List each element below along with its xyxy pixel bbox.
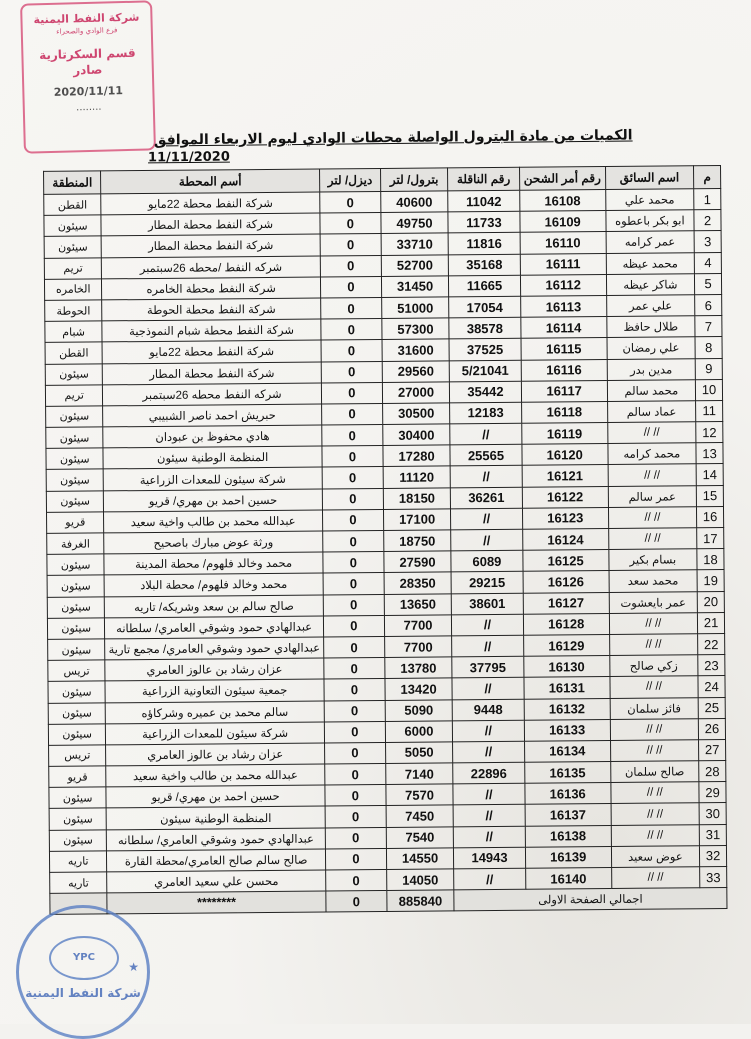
company-seal — [16, 905, 150, 1039]
cell-region: سيئون — [48, 681, 106, 703]
cell-diesel: 0 — [323, 615, 384, 637]
cell-idx: 6 — [695, 294, 722, 315]
cell-region: تاريه — [50, 872, 108, 894]
cell-order: 16118 — [521, 401, 607, 423]
cell-driver: محمد علي — [605, 189, 694, 211]
cell-truck: 11042 — [448, 190, 520, 212]
cell-petrol: 13420 — [385, 678, 452, 700]
cell-petrol: 30500 — [382, 403, 449, 425]
cell-region: سيئون — [48, 724, 106, 746]
cell-truck: 25565 — [450, 444, 522, 466]
cell-region: سيئون — [49, 787, 107, 809]
cell-idx: 11 — [696, 400, 723, 421]
cell-idx: 23 — [698, 655, 725, 676]
cell-order: 16117 — [521, 380, 607, 402]
cell-truck: // — [454, 868, 526, 890]
cell-order: 16112 — [520, 274, 606, 296]
cell-driver: // // — [609, 612, 698, 634]
cell-idx: 24 — [698, 676, 725, 697]
cell-petrol: 7450 — [386, 805, 453, 827]
cell-driver: علي رمضان — [607, 337, 696, 359]
cell-order: 16109 — [520, 211, 606, 233]
cell-truck: 14943 — [454, 847, 526, 869]
cell-petrol: 14050 — [387, 869, 454, 891]
seal-logo: YPC — [49, 936, 119, 980]
cell-diesel: 0 — [325, 785, 386, 807]
cell-diesel: 0 — [323, 530, 384, 552]
cell-truck: // — [452, 678, 524, 700]
cell-driver: محمد سعد — [609, 570, 698, 592]
cell-driver: علي عمر — [606, 295, 695, 317]
cell-truck: // — [451, 529, 523, 551]
cell-diesel: 0 — [323, 573, 384, 595]
cell-driver: بسام بكير — [608, 549, 697, 571]
cell-truck: // — [450, 423, 522, 445]
cell-order: 16127 — [523, 592, 609, 614]
deliveries-table-container — [43, 165, 727, 915]
cell-truck: 6089 — [451, 550, 523, 572]
cell-truck: // — [453, 783, 525, 805]
cell-station: محسن علي سعيد العامري — [107, 870, 326, 893]
header-truck: رقم الناقلة — [448, 167, 520, 191]
cell-truck: 38578 — [449, 317, 521, 339]
document-date: 11/11/2020 — [147, 149, 230, 166]
cell-order: 16122 — [522, 486, 608, 508]
cell-station: المنظمة الوطنية سيئون — [103, 446, 322, 469]
cell-driver: عماد سالم — [607, 401, 696, 423]
stamp-company: شركة النفط اليمنية — [33, 10, 140, 27]
cell-diesel: 0 — [321, 340, 382, 362]
cell-driver: // // — [611, 867, 700, 889]
cell-driver: // // — [608, 464, 697, 486]
cell-truck: // — [453, 741, 525, 763]
cell-petrol: 30400 — [383, 424, 450, 446]
cell-diesel: 0 — [324, 700, 385, 722]
cell-truck: 35442 — [450, 381, 522, 403]
cell-petrol: 29560 — [382, 360, 449, 382]
header-idx: م — [694, 166, 721, 189]
cell-station: صالح سالم بن سعد وشريكه/ تاريه — [105, 595, 324, 618]
cell-petrol: 7140 — [386, 763, 453, 785]
cell-petrol: 18750 — [384, 530, 451, 552]
cell-diesel: 0 — [320, 213, 381, 235]
cell-order: 16125 — [523, 550, 609, 572]
cell-region: سيئون — [46, 469, 104, 491]
cell-idx: 30 — [699, 803, 726, 824]
document-title: الكميات من مادة البترول الواصلة محطات الوادي ليوم الاربعاء الموافق — [154, 127, 634, 149]
cell-order: 16113 — [520, 295, 606, 317]
cell-idx: 2 — [694, 210, 721, 231]
cell-order: 16108 — [519, 190, 605, 212]
total-diesel: 0 — [326, 891, 387, 913]
cell-diesel: 0 — [325, 869, 386, 891]
cell-diesel: 0 — [320, 234, 381, 256]
cell-driver: محمد سالم — [607, 379, 696, 401]
cell-region: سيئون — [49, 830, 107, 852]
cell-driver: // // — [608, 507, 697, 529]
cell-idx: 9 — [695, 358, 722, 379]
cell-truck: 35168 — [448, 254, 520, 276]
cell-petrol: 40600 — [381, 191, 448, 213]
cell-order: 16137 — [525, 804, 611, 826]
cell-region: سيئون — [46, 491, 104, 513]
cell-order: 16134 — [524, 740, 610, 762]
cell-order: 16119 — [522, 423, 608, 445]
cell-diesel: 0 — [322, 488, 383, 510]
cell-diesel: 0 — [321, 382, 382, 404]
cell-idx: 12 — [696, 422, 723, 443]
cell-diesel: 0 — [321, 403, 382, 425]
cell-diesel: 0 — [320, 276, 381, 298]
stamp-type: صادر — [73, 62, 103, 78]
cell-region: سيئون — [49, 808, 107, 830]
cell-driver: // // — [611, 824, 700, 846]
total-station: ******** — [107, 891, 326, 914]
cell-diesel: 0 — [322, 425, 383, 447]
cell-station: سالم محمد بن عميره وشركاؤه — [106, 700, 325, 723]
cell-petrol: 18150 — [383, 487, 450, 509]
cell-petrol: 52700 — [381, 254, 448, 276]
cell-petrol: 57300 — [382, 318, 449, 340]
cell-station: حسين احمد بن مهري/ قريو — [104, 489, 323, 512]
header-diesel: ديزل/ لتر — [319, 168, 380, 192]
cell-order: 16120 — [522, 444, 608, 466]
cell-station: عبدالهادي حمود وشوقي العامري/ سلطانه — [107, 828, 326, 851]
cell-idx: 29 — [699, 782, 726, 803]
cell-diesel: 0 — [320, 191, 381, 213]
cell-region: سيئون — [46, 448, 104, 470]
cell-truck: // — [452, 720, 524, 742]
cell-order: 16124 — [522, 528, 608, 550]
cell-diesel: 0 — [321, 319, 382, 341]
header-order: رقم أمر الشحن — [519, 167, 605, 191]
cell-order: 16140 — [525, 867, 611, 889]
cell-order: 16131 — [524, 677, 610, 699]
stamp-branch: فرع الوادي والصحراء — [56, 26, 118, 36]
cell-petrol: 13780 — [385, 657, 452, 679]
cell-station: شركه النفط محطه 26سبتمبر — [103, 383, 322, 406]
cell-idx: 8 — [695, 337, 722, 358]
cell-truck: // — [453, 805, 525, 827]
seal-company: شركة النفط اليمنية — [25, 986, 141, 1000]
cell-truck: // — [452, 635, 524, 657]
cell-station: صالح سالم صالح العامري/محطة القارة — [107, 849, 326, 872]
cell-region: الغرفة — [47, 533, 105, 555]
cell-order: 16121 — [522, 465, 608, 487]
cell-petrol: 5050 — [385, 742, 452, 764]
cell-idx: 20 — [697, 591, 724, 612]
cell-station: عزان رشاد بن عالوز العامري — [105, 658, 324, 681]
cell-diesel: 0 — [324, 721, 385, 743]
cell-idx: 3 — [694, 231, 721, 252]
cell-petrol: 49750 — [381, 212, 448, 234]
cell-station: حبريش احمد ناصر الشبيبي — [103, 404, 322, 427]
cell-petrol: 51000 — [382, 297, 449, 319]
cell-station: شركة النفط محطة الخامره — [102, 277, 321, 300]
cell-idx: 18 — [697, 549, 724, 570]
total-label: اجمالي الصفحة الاولى — [454, 888, 727, 912]
cell-station: حسين احمد بن مهري/ قريو — [106, 785, 325, 808]
cell-idx: 4 — [694, 252, 721, 273]
cell-idx: 33 — [700, 866, 727, 887]
cell-diesel: 0 — [325, 806, 386, 828]
cell-truck: // — [450, 466, 522, 488]
cell-region: شبام — [45, 321, 103, 343]
header-station: أسم المحطة — [101, 169, 320, 194]
cell-diesel: 0 — [321, 361, 382, 383]
cell-station: المنظمة الوطنية سيئون — [106, 806, 325, 829]
cell-region: تريم — [44, 257, 102, 279]
cell-truck: 11816 — [448, 233, 520, 255]
cell-diesel: 0 — [322, 467, 383, 489]
cell-order: 16114 — [521, 317, 607, 339]
cell-region: تريس — [48, 660, 106, 682]
cell-truck: // — [453, 826, 525, 848]
cell-region: قريو — [47, 512, 105, 534]
cell-order: 16116 — [521, 359, 607, 381]
cell-truck: 5/21041 — [449, 360, 521, 382]
cell-idx: 15 — [696, 485, 723, 506]
cell-diesel: 0 — [323, 636, 384, 658]
cell-region: تريم — [45, 385, 103, 407]
cell-region: سيئون — [47, 554, 105, 576]
cell-station: شركة سيئون للمعدات الزراعية — [104, 467, 323, 490]
cell-region: سيئون — [46, 427, 104, 449]
cell-station: شركة النفط محطة المطار — [103, 361, 322, 384]
cell-region: تاريه — [49, 851, 107, 873]
cell-region: الخامره — [44, 279, 102, 301]
cell-truck: 9448 — [452, 699, 524, 721]
stamp-dept: قسم السكرتارية — [38, 45, 136, 63]
total-row — [50, 888, 727, 915]
cell-order: 16123 — [522, 507, 608, 529]
cell-station: شركة النفط محطة المطار — [101, 213, 320, 236]
cell-petrol: 7700 — [385, 636, 452, 658]
cell-region: سيئون — [47, 575, 105, 597]
cell-order: 16130 — [524, 656, 610, 678]
cell-idx: 21 — [698, 612, 725, 633]
cell-petrol: 6000 — [385, 721, 452, 743]
cell-diesel: 0 — [324, 679, 385, 701]
cell-petrol: 7700 — [384, 615, 451, 637]
cell-idx: 32 — [700, 845, 727, 866]
cell-idx: 14 — [696, 464, 723, 485]
deliveries-table — [43, 165, 727, 915]
cell-petrol: 17100 — [383, 509, 450, 531]
cell-station: عبدالهادي حمود وشوقي العامري/ سلطانه — [105, 616, 324, 639]
cell-truck: 17054 — [449, 296, 521, 318]
cell-station: شركة سيئون للمعدات الزراعية — [106, 722, 325, 745]
cell-region: قريو — [49, 766, 107, 788]
cell-diesel: 0 — [322, 509, 383, 531]
cell-petrol: 17280 — [383, 445, 450, 467]
cell-diesel: 0 — [325, 848, 386, 870]
cell-petrol: 27000 — [382, 382, 449, 404]
cell-idx: 28 — [699, 761, 726, 782]
cell-driver: // // — [611, 803, 700, 825]
cell-region: القطن — [45, 342, 103, 364]
cell-station: شركة النفط محطة 22مايو — [102, 340, 321, 363]
header-petrol: بترول/ لتر — [380, 168, 447, 192]
cell-region: سيئون — [45, 363, 103, 385]
cell-truck: 12183 — [450, 402, 522, 424]
star-icon: ★ — [128, 960, 139, 974]
cell-petrol: 7540 — [386, 826, 453, 848]
cell-driver: // // — [610, 676, 699, 698]
cell-idx: 5 — [695, 273, 722, 294]
cell-region: الحوطة — [45, 300, 103, 322]
cell-station: عبدالله محمد بن طالب واخية سعيد — [106, 764, 325, 787]
cell-driver: // // — [610, 740, 699, 762]
cell-petrol: 27590 — [384, 551, 451, 573]
cell-idx: 17 — [697, 527, 724, 548]
total-petrol: 885840 — [387, 890, 454, 912]
cell-diesel: 0 — [324, 658, 385, 680]
cell-petrol: 11120 — [383, 466, 450, 488]
cell-petrol: 33710 — [381, 233, 448, 255]
cell-driver: شاكر عيظه — [606, 273, 695, 295]
cell-region: سيئون — [48, 639, 106, 661]
cell-driver: // // — [607, 422, 696, 444]
cell-truck: 38601 — [451, 593, 523, 615]
cell-driver: عوض سعيد — [611, 846, 700, 868]
cell-order: 16133 — [524, 719, 610, 741]
cell-station: عزان رشاد بن عالوز العامري — [106, 743, 325, 766]
header-region: المنطقة — [44, 171, 102, 194]
cell-truck: 37795 — [452, 656, 524, 678]
cell-idx: 10 — [696, 379, 723, 400]
cell-region: سيئون — [47, 596, 105, 618]
cell-order: 16138 — [525, 825, 611, 847]
cell-region: سيئون — [44, 236, 102, 258]
cell-driver: // // — [609, 634, 698, 656]
cell-driver: ابو بكر باعطوه — [606, 210, 695, 232]
cell-petrol: 28350 — [384, 572, 451, 594]
cell-diesel: 0 — [325, 827, 386, 849]
cell-idx: 25 — [698, 697, 725, 718]
cell-region: القطن — [44, 194, 102, 216]
cell-truck: 36261 — [450, 487, 522, 509]
cell-order: 16126 — [523, 571, 609, 593]
cell-driver: // // — [608, 528, 697, 550]
cell-station: شركة النفط محطة شبام النموذجية — [102, 319, 321, 342]
cell-driver: طلال حافظ — [606, 316, 695, 338]
cell-petrol: 5090 — [385, 699, 452, 721]
cell-order: 16136 — [525, 783, 611, 805]
cell-order: 16128 — [523, 613, 609, 635]
stamp-ref: ........ — [75, 101, 102, 114]
cell-station: شركه النفط /محطه 26سبتمبر — [102, 256, 321, 279]
cell-petrol: 31600 — [382, 339, 449, 361]
cell-region: سيئون — [47, 618, 105, 640]
cell-truck: // — [451, 508, 523, 530]
cell-idx: 27 — [699, 739, 726, 760]
cell-diesel: 0 — [320, 255, 381, 277]
cell-diesel: 0 — [324, 742, 385, 764]
cell-idx: 26 — [698, 718, 725, 739]
cell-driver: عمر كرامه — [606, 231, 695, 253]
cell-truck: 11665 — [449, 275, 521, 297]
cell-diesel: 0 — [320, 297, 381, 319]
stamp-date: 2020/11/11 — [53, 84, 124, 99]
cell-order: 16110 — [520, 232, 606, 254]
cell-driver: عمر سالم — [608, 485, 697, 507]
cell-diesel: 0 — [322, 446, 383, 468]
cell-station: ورثة عوض مبارك باصحيح — [104, 531, 323, 554]
cell-diesel: 0 — [323, 552, 384, 574]
cell-driver: محمد عيظه — [606, 252, 695, 274]
cell-station: عبدالهادي حمود وشوقي العامري/ مجمع تارية — [105, 637, 324, 660]
cell-driver: مدين بدر — [607, 358, 696, 380]
cell-order: 16132 — [524, 698, 610, 720]
cell-petrol: 13650 — [384, 593, 451, 615]
cell-petrol: 31450 — [381, 276, 448, 298]
cell-idx: 19 — [697, 570, 724, 591]
cell-idx: 31 — [699, 824, 726, 845]
cell-truck: 29215 — [451, 572, 523, 594]
cell-truck: 11733 — [448, 211, 520, 233]
cell-driver: فائز سلمان — [610, 697, 699, 719]
cell-idx: 13 — [696, 443, 723, 464]
cell-station: جمعية سيئون التعاونية الزراعية — [105, 679, 324, 702]
cell-driver: // // — [610, 718, 699, 740]
cell-driver: عمر بايعشوت — [609, 591, 698, 613]
cell-order: 16129 — [523, 634, 609, 656]
cell-idx: 1 — [694, 189, 721, 210]
cell-order: 16111 — [520, 253, 606, 275]
cell-region: سيئون — [48, 702, 106, 724]
secretariat-stamp — [20, 0, 156, 153]
cell-station: شركة النفط محطة الحوطة — [102, 298, 321, 321]
cell-diesel: 0 — [325, 764, 386, 786]
cell-truck: 22896 — [453, 762, 525, 784]
cell-region: سيئون — [46, 406, 104, 428]
cell-driver: زكي صالح — [609, 655, 698, 677]
table-body — [44, 189, 727, 894]
cell-driver: // // — [610, 782, 699, 804]
cell-driver: محمد كرامه — [608, 443, 697, 465]
cell-station: عبدالله محمد بن طالب واخية سعيد — [104, 510, 323, 533]
cell-petrol: 14550 — [386, 848, 453, 870]
header-driver: اسم السائق — [605, 166, 694, 190]
cell-idx: 7 — [695, 316, 722, 337]
cell-region: تريس — [49, 745, 107, 767]
cell-station: محمد وخالد فلهوم/ محطة المدينة — [104, 552, 323, 575]
cell-region: سيئون — [44, 215, 102, 237]
cell-station: هادي محفوظ بن عبودان — [103, 425, 322, 448]
cell-idx: 22 — [698, 633, 725, 654]
cell-diesel: 0 — [323, 594, 384, 616]
cell-station: شركة النفط محطة 22مايو — [101, 192, 320, 215]
cell-idx: 16 — [697, 506, 724, 527]
cell-order: 16139 — [525, 846, 611, 868]
cell-truck: 37525 — [449, 339, 521, 361]
cell-driver: صالح سلمان — [610, 761, 699, 783]
cell-station: محمد وخالد فلهوم/ محطة البلاد — [104, 573, 323, 596]
cell-order: 16135 — [524, 762, 610, 784]
cell-truck: // — [452, 614, 524, 636]
cell-petrol: 7570 — [386, 784, 453, 806]
cell-order: 16115 — [521, 338, 607, 360]
cell-station: شركة النفط محطة المطار — [101, 234, 320, 257]
